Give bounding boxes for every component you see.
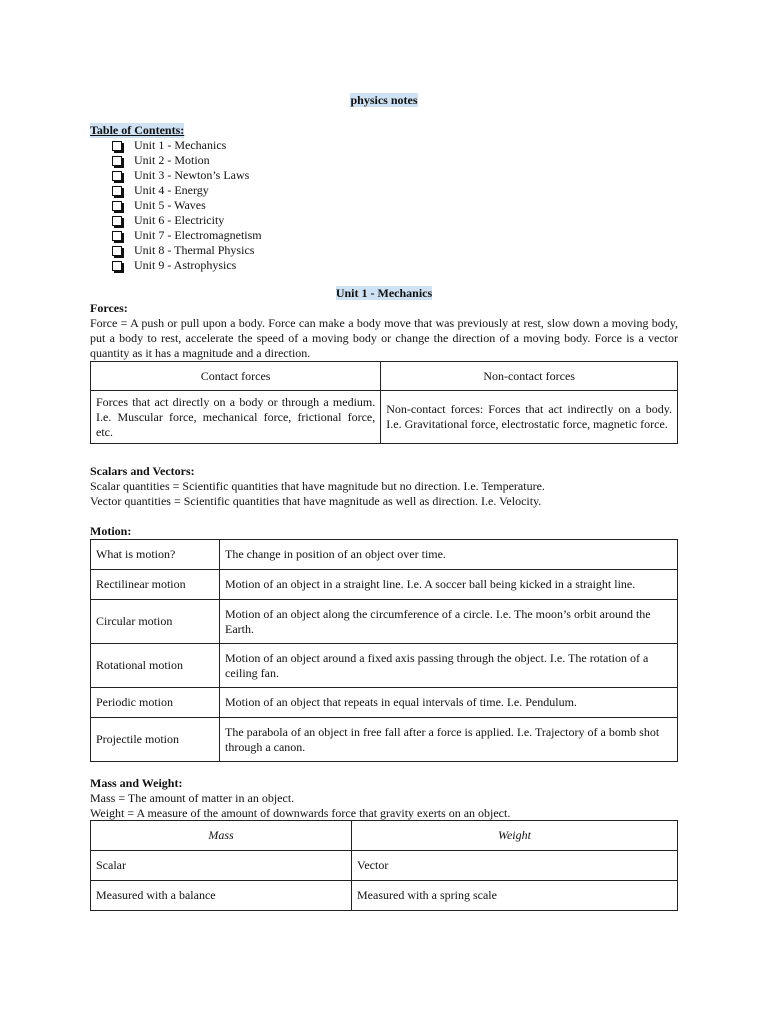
table-cell: The change in position of an object over time. — [220, 540, 678, 570]
table-row — [91, 644, 678, 688]
toc-item: Unit 8 - Thermal Physics — [112, 243, 262, 258]
unit-heading: Unit 1 - Mechanics — [335, 286, 433, 300]
table-cell: Non-contact forces: Forces that act indirectly on a body. I.e. Gravitational force, electrostatic force, magnetic force. — [381, 391, 678, 444]
checkbox-icon[interactable] — [112, 231, 122, 241]
table-cell: Scalar — [91, 851, 352, 881]
table-cell: Forces that act directly on a body or through a medium. I.e. Muscular force, mechanical force, frictional force, etc. — [91, 391, 381, 444]
checkbox-icon[interactable] — [112, 246, 122, 256]
table-header: Weight — [352, 821, 678, 851]
toc-item: Unit 9 - Astrophysics — [112, 258, 262, 273]
table-cell: Periodic motion — [91, 688, 220, 718]
mass-definition: Mass = The amount of matter in an object. — [90, 791, 295, 805]
table-cell: Measured with a spring scale — [352, 881, 678, 911]
table-cell: Motion of an object in a straight line. I.e. A soccer ball being kicked in a straight line. — [220, 570, 678, 600]
table-cell: Rotational motion — [91, 644, 220, 688]
table-cell: Motion of an object around a fixed axis passing through the object. I.e. The rotation of a ceiling fan. — [220, 644, 678, 688]
table-cell: Rectilinear motion — [91, 570, 220, 600]
motion-heading: Motion: — [90, 524, 132, 538]
doc-title: physics notes — [350, 93, 418, 107]
checkbox-icon[interactable] — [112, 216, 122, 226]
table-cell: Motion of an object that repeats in equal intervals of time. I.e. Pendulum. — [220, 688, 678, 718]
checkbox-icon[interactable] — [112, 171, 122, 181]
checkbox-icon[interactable] — [112, 141, 122, 151]
vector-definition: Vector quantities = Scientific quantities that have magnitude as well as direction. I.e. Velocity. — [90, 494, 542, 508]
table-row — [91, 718, 678, 762]
toc-item: Unit 4 - Energy — [112, 183, 262, 198]
mass-weight-heading: Mass and Weight: — [90, 776, 183, 790]
weight-definition: Weight = A measure of the amount of downwards force that gravity exerts on an object. — [90, 806, 511, 820]
table-cell: Measured with a balance — [91, 881, 352, 911]
mass-weight-table — [90, 820, 678, 911]
table-row — [91, 570, 678, 600]
forces-heading: Forces: — [90, 301, 128, 315]
table-cell: What is motion? — [91, 540, 220, 570]
toc-heading: Table of Contents: — [90, 123, 185, 137]
table-row — [91, 688, 678, 718]
toc-item: Unit 2 - Motion — [112, 153, 262, 168]
table-cell: Projectile motion — [91, 718, 220, 762]
table-cell: Vector — [352, 851, 678, 881]
toc-list — [112, 138, 262, 273]
table-header: Non-contact forces — [381, 362, 678, 391]
toc-item: Unit 1 - Mechanics — [112, 138, 262, 153]
table-cell: The parabola of an object in free fall after a force is applied. I.e. Trajectory of a bomb shot through a canon. — [220, 718, 678, 762]
table-row — [91, 851, 678, 881]
table-header: Contact forces — [91, 362, 381, 391]
table-row — [91, 540, 678, 570]
scalar-definition: Scalar quantities = Scientific quantities that have magnitude but no direction. I.e. Temperature. — [90, 479, 545, 493]
checkbox-icon[interactable] — [112, 156, 122, 166]
scalars-heading: Scalars and Vectors: — [90, 464, 195, 478]
checkbox-icon[interactable] — [112, 186, 122, 196]
checkbox-icon[interactable] — [112, 201, 122, 211]
table-cell: Circular motion — [91, 600, 220, 644]
table-row — [91, 881, 678, 911]
motion-table — [90, 539, 678, 762]
toc-item: Unit 7 - Electromagnetism — [112, 228, 262, 243]
checkbox-icon[interactable] — [112, 261, 122, 271]
toc-item: Unit 6 - Electricity — [112, 213, 262, 228]
forces-paragraph: Force = A push or pull upon a body. Force can make a body move that was previously at rest, slow down a moving body, put a body to rest, accelerate the speed of a moving body or change the direction of a moving body. Force is a vector quantity as it has a magnitude and a direction. — [90, 316, 678, 360]
table-row — [91, 600, 678, 644]
forces-table — [90, 361, 678, 444]
table-cell: Motion of an object along the circumference of a circle. I.e. The moon’s orbit around the Earth. — [220, 600, 678, 644]
toc-item: Unit 3 - Newton’s Laws — [112, 168, 262, 183]
toc-item: Unit 5 - Waves — [112, 198, 262, 213]
table-header: Mass — [91, 821, 352, 851]
